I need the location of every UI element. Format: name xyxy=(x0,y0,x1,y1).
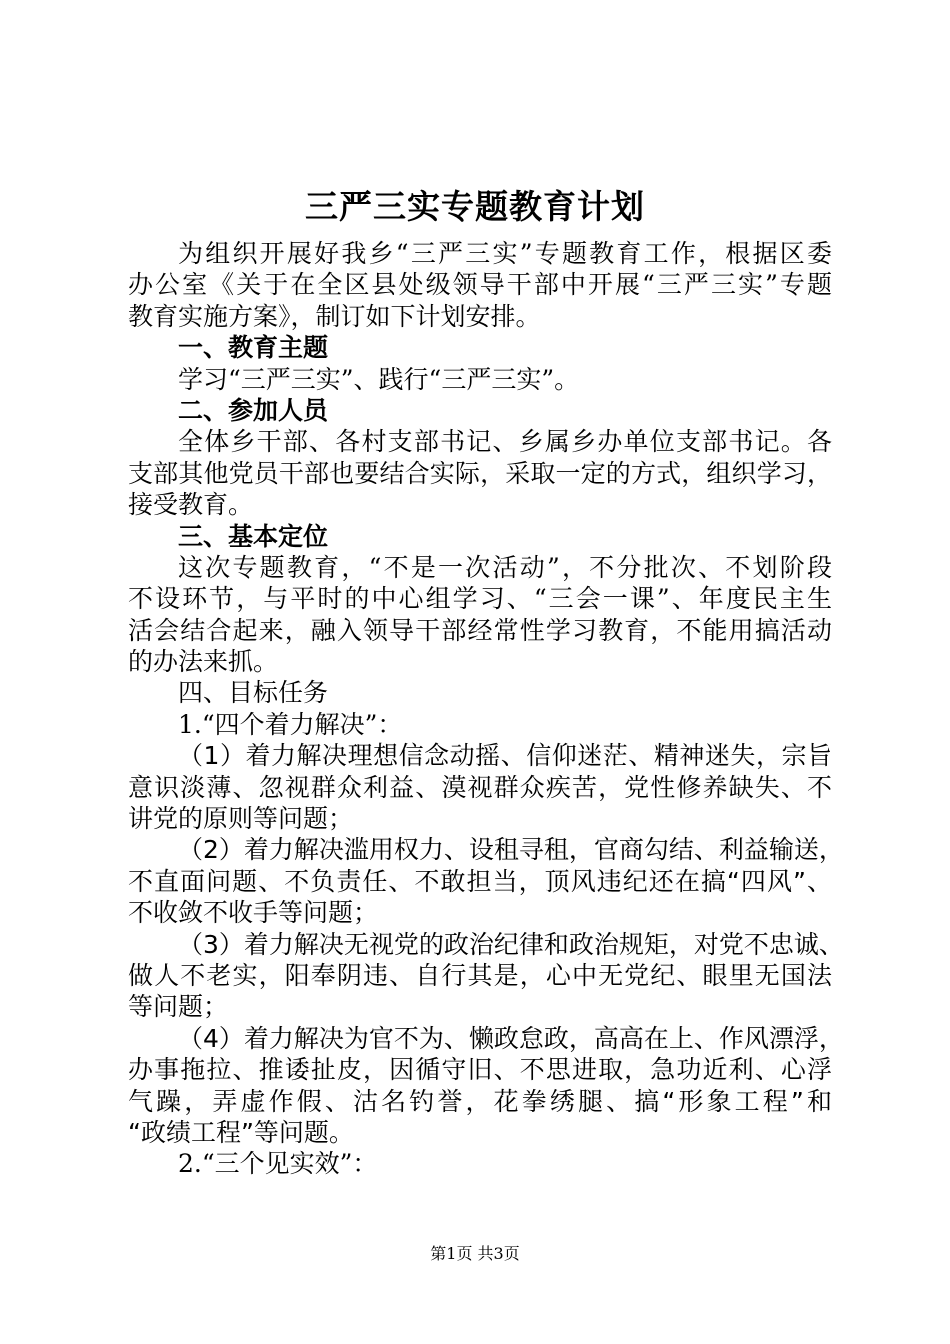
paragraph-line: “政绩工程”等问题。 xyxy=(128,1117,354,1147)
paragraph-line: 不设环节，与平时的中心组学习、“三会一课”、年度民主生 xyxy=(128,584,832,614)
paragraph-line: 这次专题教育，“不是一次活动”，不分批次、不划阶段 xyxy=(178,552,832,582)
paragraph-line: 办公室《关于在全区县处级领导干部中开展“三严三实”专题 xyxy=(128,270,832,300)
page-number-footer: 第1页 共3页 xyxy=(430,1244,520,1263)
paragraph-line: （2）着力解决滥用权力、设租寻租，官商勾结、利益输送， xyxy=(178,835,844,865)
paragraph-line: 不收敛不收手等问题； xyxy=(128,898,379,928)
paragraph-line: 接受教育。 xyxy=(128,490,254,520)
paragraph-line: 不直面问题、不负责任、不敢担当，顶风违纪还在搞“四风”、 xyxy=(128,866,832,896)
subsection-heading: 2.“三个见实效”： xyxy=(178,1149,378,1179)
paragraph-line: （1）着力解决理想信念动摇、信仰迷茫、精神迷失，宗旨 xyxy=(178,741,832,771)
paragraph-line: （4）着力解决为官不为、懒政怠政，高高在上、作风漂浮， xyxy=(178,1023,844,1053)
paragraph-line: （3）着力解决无视党的政治纪律和政治规矩，对党不忠诚、 xyxy=(178,929,844,959)
paragraph-line: 活会结合起来，融入领导干部经常性学习教育，不能用搞活动 xyxy=(128,615,832,645)
section-heading: 二、参加人员 xyxy=(178,395,329,425)
paragraph-line: 办事拖拉、推诿扯皮，因循守旧、不思进取，急功近利、心浮 xyxy=(128,1055,832,1085)
paragraph-line: 讲党的原则等问题； xyxy=(128,804,354,834)
paragraph-line: 的办法来抓。 xyxy=(128,647,279,677)
document-title: 三严三实专题教育计划 xyxy=(305,187,645,226)
section-heading: 四、目标任务 xyxy=(178,678,329,708)
paragraph-line: 做人不老实，阳奉阴违、自行其是，心中无党纪、眼里无国法 xyxy=(128,960,832,990)
section-heading: 三、基本定位 xyxy=(178,521,329,551)
paragraph-line: 全体乡干部、各村支部书记、乡属乡办单位支部书记。各 xyxy=(178,427,832,457)
paragraph-line: 学习“三严三实”、践行“三严三实”。 xyxy=(178,364,580,394)
subsection-heading: 1.“四个着力解决”： xyxy=(178,709,403,739)
paragraph-line: 教育实施方案》，制订如下计划安排。 xyxy=(128,301,541,331)
paragraph-line: 支部其他党员干部也要结合实际，采取一定的方式，组织学习， xyxy=(128,458,832,488)
paragraph-line: 等问题； xyxy=(128,992,229,1022)
document-body xyxy=(128,238,844,1180)
paragraph-line: 为组织开展好我乡“三严三实”专题教育工作，根据区委 xyxy=(178,239,832,268)
paragraph-line: 意识淡薄、忽视群众利益、漠视群众疾苦，党性修养缺失、不 xyxy=(128,772,832,802)
section-heading: 一、教育主题 xyxy=(178,333,329,363)
paragraph-line: 气躁，弄虚作假、沽名钓誉，花拳绣腿、搞“形象工程”和 xyxy=(128,1086,832,1116)
